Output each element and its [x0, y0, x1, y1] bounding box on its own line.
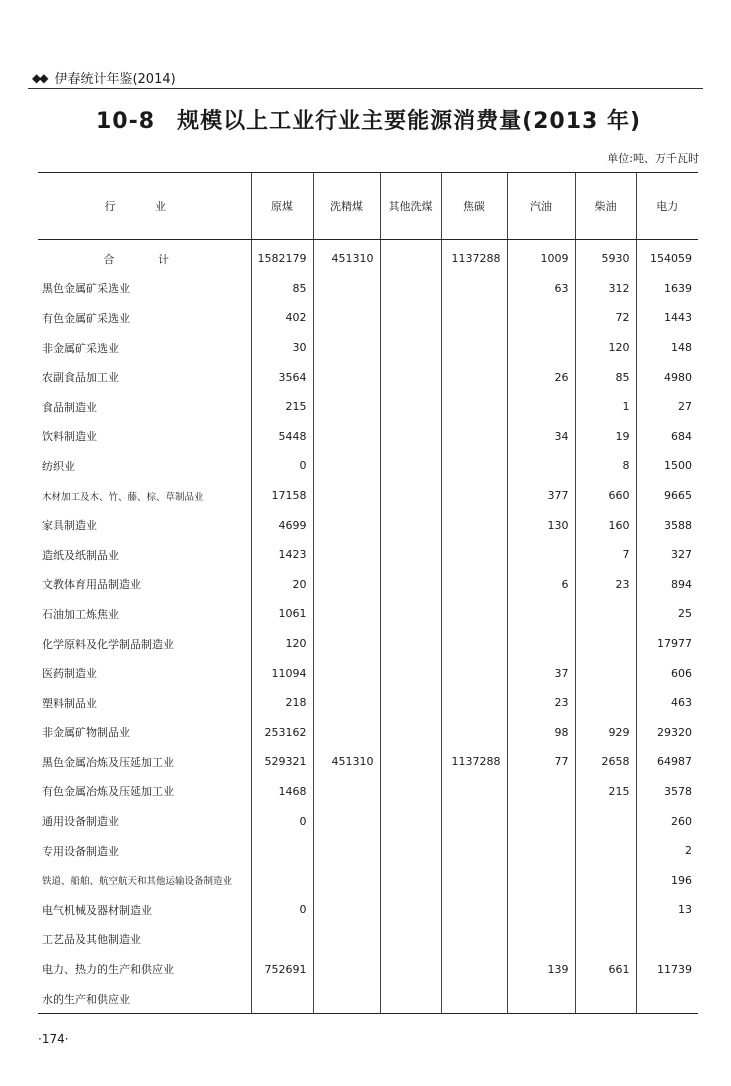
value-cell: 260 — [636, 806, 698, 836]
value-cell: 4699 — [251, 510, 313, 540]
table-row — [38, 274, 698, 304]
industry-name: 电力、热力的生产和供应业 — [42, 963, 174, 977]
value-cell: 9665 — [636, 481, 698, 511]
value-cell — [441, 274, 507, 304]
industry-name: 有色金属冶炼及压延加工业 — [42, 785, 174, 799]
value-cell — [441, 806, 507, 836]
table-row — [38, 777, 698, 807]
value-cell — [507, 806, 575, 836]
value-cell — [441, 422, 507, 452]
value-cell: 27 — [636, 392, 698, 422]
table-row — [38, 658, 698, 688]
value-cell: 660 — [575, 481, 636, 511]
value-cell: 1137288 — [441, 240, 507, 274]
value-cell: 684 — [636, 422, 698, 452]
value-cell — [313, 629, 380, 659]
value-cell: 312 — [575, 274, 636, 304]
value-cell: 929 — [575, 718, 636, 748]
value-cell: 85 — [251, 274, 313, 304]
value-cell — [575, 925, 636, 955]
value-cell: 606 — [636, 658, 698, 688]
table-row — [38, 451, 698, 481]
value-cell — [380, 510, 441, 540]
value-cell: 752691 — [251, 954, 313, 984]
table-row — [38, 392, 698, 422]
value-cell — [380, 925, 441, 955]
value-cell: 451310 — [313, 240, 380, 274]
table-row — [38, 570, 698, 600]
value-cell: 130 — [507, 510, 575, 540]
column-header-3: 其他洗煤 — [380, 173, 441, 240]
column-header-6: 柴油 — [575, 173, 636, 240]
value-cell — [380, 303, 441, 333]
table-row — [38, 303, 698, 333]
table-row — [38, 747, 698, 777]
value-cell: 30 — [251, 333, 313, 363]
value-cell: 63 — [507, 274, 575, 304]
column-header-7: 电力 — [636, 173, 698, 240]
industry-name: 石油加工炼焦业 — [42, 607, 119, 621]
value-cell: 26 — [507, 362, 575, 392]
industry-name: 黑色金属冶炼及压延加工业 — [42, 755, 174, 769]
value-cell — [507, 895, 575, 925]
value-cell — [380, 362, 441, 392]
industry-name: 家具制造业 — [42, 519, 97, 533]
value-cell — [380, 806, 441, 836]
value-cell — [380, 392, 441, 422]
value-cell — [441, 451, 507, 481]
table-row — [38, 984, 698, 1014]
industry-name: 铁道、船舶、航空航天和其他运输设备制造业 — [42, 876, 233, 888]
value-cell — [441, 777, 507, 807]
value-cell — [313, 274, 380, 304]
industry-name: 黑色金属矿采选业 — [42, 282, 130, 296]
table-row — [38, 333, 698, 363]
value-cell: 29320 — [636, 718, 698, 748]
value-cell — [380, 540, 441, 570]
value-cell: 451310 — [313, 747, 380, 777]
value-cell: 1061 — [251, 599, 313, 629]
value-cell — [380, 777, 441, 807]
industry-name: 专用设备制造业 — [42, 844, 119, 858]
table-row — [38, 481, 698, 511]
value-cell — [575, 865, 636, 895]
table-number: 10-8 — [96, 109, 156, 134]
diamond-bullet-icon: ◆◆ — [32, 70, 47, 85]
value-cell — [313, 510, 380, 540]
value-cell — [441, 629, 507, 659]
table-row — [38, 540, 698, 570]
value-cell — [507, 865, 575, 895]
value-cell — [441, 718, 507, 748]
value-cell: 17158 — [251, 481, 313, 511]
value-cell — [380, 599, 441, 629]
column-header-5: 汽油 — [507, 173, 575, 240]
value-cell — [380, 658, 441, 688]
total-row — [38, 240, 698, 274]
value-cell — [313, 954, 380, 984]
value-cell — [313, 451, 380, 481]
value-cell: 1137288 — [441, 747, 507, 777]
table-row — [38, 718, 698, 748]
book-title: 伊春统计年鉴(2014) — [54, 72, 176, 87]
value-cell — [636, 984, 698, 1014]
value-cell — [441, 540, 507, 570]
column-header-1: 原煤 — [251, 173, 313, 240]
value-cell: 139 — [507, 954, 575, 984]
industry-name: 文教体育用品制造业 — [42, 578, 141, 592]
value-cell: 6 — [507, 570, 575, 600]
value-cell: 463 — [636, 688, 698, 718]
value-cell — [313, 422, 380, 452]
value-cell: 1500 — [636, 451, 698, 481]
industry-name: 非金属矿采选业 — [42, 341, 119, 355]
value-cell — [636, 925, 698, 955]
value-cell: 5930 — [575, 240, 636, 274]
value-cell — [507, 540, 575, 570]
value-cell — [313, 865, 380, 895]
industry-name: 合 计 — [103, 252, 189, 266]
value-cell — [313, 895, 380, 925]
value-cell: 25 — [636, 599, 698, 629]
value-cell: 1 — [575, 392, 636, 422]
value-cell — [251, 925, 313, 955]
value-cell: 160 — [575, 510, 636, 540]
table-row — [38, 836, 698, 866]
table-row — [38, 510, 698, 540]
value-cell — [441, 984, 507, 1014]
page-number: ·174· — [38, 1032, 69, 1046]
value-cell: 77 — [507, 747, 575, 777]
value-cell — [313, 303, 380, 333]
value-cell: 72 — [575, 303, 636, 333]
industry-name: 有色金属矿采选业 — [42, 311, 130, 325]
value-cell — [575, 629, 636, 659]
value-cell: 1423 — [251, 540, 313, 570]
value-cell: 120 — [251, 629, 313, 659]
value-cell — [575, 599, 636, 629]
value-cell: 1009 — [507, 240, 575, 274]
value-cell: 19 — [575, 422, 636, 452]
value-cell: 1443 — [636, 303, 698, 333]
value-cell: 529321 — [251, 747, 313, 777]
table-row — [38, 422, 698, 452]
value-cell — [507, 392, 575, 422]
value-cell: 23 — [575, 570, 636, 600]
value-cell: 17977 — [636, 629, 698, 659]
value-cell — [313, 984, 380, 1014]
table-row — [38, 688, 698, 718]
running-header — [32, 68, 176, 87]
value-cell — [441, 333, 507, 363]
value-cell — [507, 333, 575, 363]
value-cell — [380, 984, 441, 1014]
value-cell: 5448 — [251, 422, 313, 452]
value-cell — [380, 895, 441, 925]
value-cell — [313, 806, 380, 836]
value-cell — [507, 836, 575, 866]
value-cell: 37 — [507, 658, 575, 688]
value-cell: 3564 — [251, 362, 313, 392]
value-cell: 215 — [575, 777, 636, 807]
value-cell — [441, 658, 507, 688]
value-cell — [507, 303, 575, 333]
value-cell: 196 — [636, 865, 698, 895]
value-cell — [441, 392, 507, 422]
value-cell — [441, 599, 507, 629]
value-cell: 218 — [251, 688, 313, 718]
value-cell: 64987 — [636, 747, 698, 777]
table-row — [38, 806, 698, 836]
industry-name: 非金属矿物制品业 — [42, 726, 130, 740]
table-row — [38, 599, 698, 629]
table-header-row — [38, 173, 698, 240]
value-cell — [575, 836, 636, 866]
value-cell — [441, 570, 507, 600]
value-cell: 11094 — [251, 658, 313, 688]
value-cell: 1582179 — [251, 240, 313, 274]
value-cell: 253162 — [251, 718, 313, 748]
value-cell: 120 — [575, 333, 636, 363]
value-cell — [441, 925, 507, 955]
value-cell — [313, 570, 380, 600]
value-cell — [313, 333, 380, 363]
industry-name: 通用设备制造业 — [42, 815, 119, 829]
value-cell — [507, 629, 575, 659]
value-cell: 85 — [575, 362, 636, 392]
industry-name: 化学原料及化学制品制造业 — [42, 637, 174, 651]
value-cell — [313, 718, 380, 748]
industry-name: 医药制造业 — [42, 667, 97, 681]
value-cell — [313, 540, 380, 570]
value-cell — [441, 836, 507, 866]
value-cell: 154059 — [636, 240, 698, 274]
industry-name: 纺织业 — [42, 459, 75, 473]
value-cell — [575, 895, 636, 925]
value-cell: 3588 — [636, 510, 698, 540]
value-cell — [441, 688, 507, 718]
value-cell: 1639 — [636, 274, 698, 304]
value-cell — [380, 274, 441, 304]
industry-name: 农副食品加工业 — [42, 371, 119, 385]
table-row — [38, 362, 698, 392]
value-cell — [313, 392, 380, 422]
value-cell — [380, 240, 441, 274]
value-cell — [251, 865, 313, 895]
value-cell — [380, 451, 441, 481]
value-cell: 2658 — [575, 747, 636, 777]
industry-name: 饮料制造业 — [42, 430, 97, 444]
industry-name: 水的生产和供应业 — [38, 984, 251, 1014]
value-cell: 377 — [507, 481, 575, 511]
table-title: 规模以上工业行业主要能源消费量(2013 年) — [177, 109, 642, 134]
table-row — [38, 925, 698, 955]
unit-label: 单位:吨、万千瓦时 — [607, 152, 699, 165]
column-header-4: 焦碳 — [441, 173, 507, 240]
industry-name: 塑料制品业 — [42, 696, 97, 710]
value-cell: 23 — [507, 688, 575, 718]
value-cell — [380, 629, 441, 659]
value-cell — [380, 570, 441, 600]
value-cell: 1468 — [251, 777, 313, 807]
value-cell — [441, 865, 507, 895]
value-cell — [313, 688, 380, 718]
industry-name: 食品制造业 — [42, 400, 97, 414]
value-cell — [380, 688, 441, 718]
value-cell — [507, 984, 575, 1014]
value-cell: 0 — [251, 451, 313, 481]
value-cell — [441, 303, 507, 333]
value-cell: 4980 — [636, 362, 698, 392]
energy-consumption-table — [38, 172, 698, 1014]
value-cell — [380, 747, 441, 777]
value-cell — [507, 451, 575, 481]
value-cell — [507, 777, 575, 807]
value-cell — [441, 362, 507, 392]
value-cell — [380, 481, 441, 511]
value-cell: 661 — [575, 954, 636, 984]
column-header-industry: 行 业 — [38, 173, 251, 240]
table-row — [38, 895, 698, 925]
value-cell: 11739 — [636, 954, 698, 984]
value-cell — [380, 718, 441, 748]
value-cell — [313, 599, 380, 629]
value-cell: 3578 — [636, 777, 698, 807]
value-cell — [507, 925, 575, 955]
value-cell — [380, 836, 441, 866]
industry-name: 木材加工及木、竹、藤、棕、草制品业 — [42, 491, 204, 503]
value-cell — [380, 865, 441, 895]
industry-name: 电气机械及器材制造业 — [42, 903, 152, 917]
value-cell: 8 — [575, 451, 636, 481]
table-row — [38, 865, 698, 895]
value-cell — [313, 658, 380, 688]
value-cell: 327 — [636, 540, 698, 570]
value-cell: 7 — [575, 540, 636, 570]
value-cell — [313, 777, 380, 807]
value-cell: 215 — [251, 392, 313, 422]
value-cell — [575, 658, 636, 688]
value-cell: 2 — [636, 836, 698, 866]
value-cell — [313, 925, 380, 955]
value-cell — [507, 599, 575, 629]
value-cell — [380, 954, 441, 984]
value-cell — [575, 806, 636, 836]
value-cell: 98 — [507, 718, 575, 748]
value-cell — [251, 836, 313, 866]
value-cell: 402 — [251, 303, 313, 333]
value-cell — [313, 481, 380, 511]
value-cell: 20 — [251, 570, 313, 600]
value-cell — [441, 895, 507, 925]
table-row — [38, 629, 698, 659]
value-cell — [313, 362, 380, 392]
value-cell — [575, 984, 636, 1014]
table-row — [38, 954, 698, 984]
value-cell — [313, 836, 380, 866]
column-header-2: 洗精煤 — [313, 173, 380, 240]
value-cell: 34 — [507, 422, 575, 452]
page-title — [96, 104, 656, 135]
value-cell: 894 — [636, 570, 698, 600]
industry-name: 造纸及纸制品业 — [42, 548, 119, 562]
value-cell: 148 — [636, 333, 698, 363]
value-cell — [251, 984, 313, 1014]
value-cell: 13 — [636, 895, 698, 925]
value-cell: 0 — [251, 806, 313, 836]
value-cell — [575, 688, 636, 718]
value-cell — [441, 510, 507, 540]
value-cell — [380, 333, 441, 363]
value-cell — [441, 481, 507, 511]
header-divider — [28, 88, 703, 89]
value-cell: 0 — [251, 895, 313, 925]
value-cell — [441, 954, 507, 984]
industry-name: 工艺品及其他制造业 — [42, 933, 141, 947]
value-cell — [380, 422, 441, 452]
